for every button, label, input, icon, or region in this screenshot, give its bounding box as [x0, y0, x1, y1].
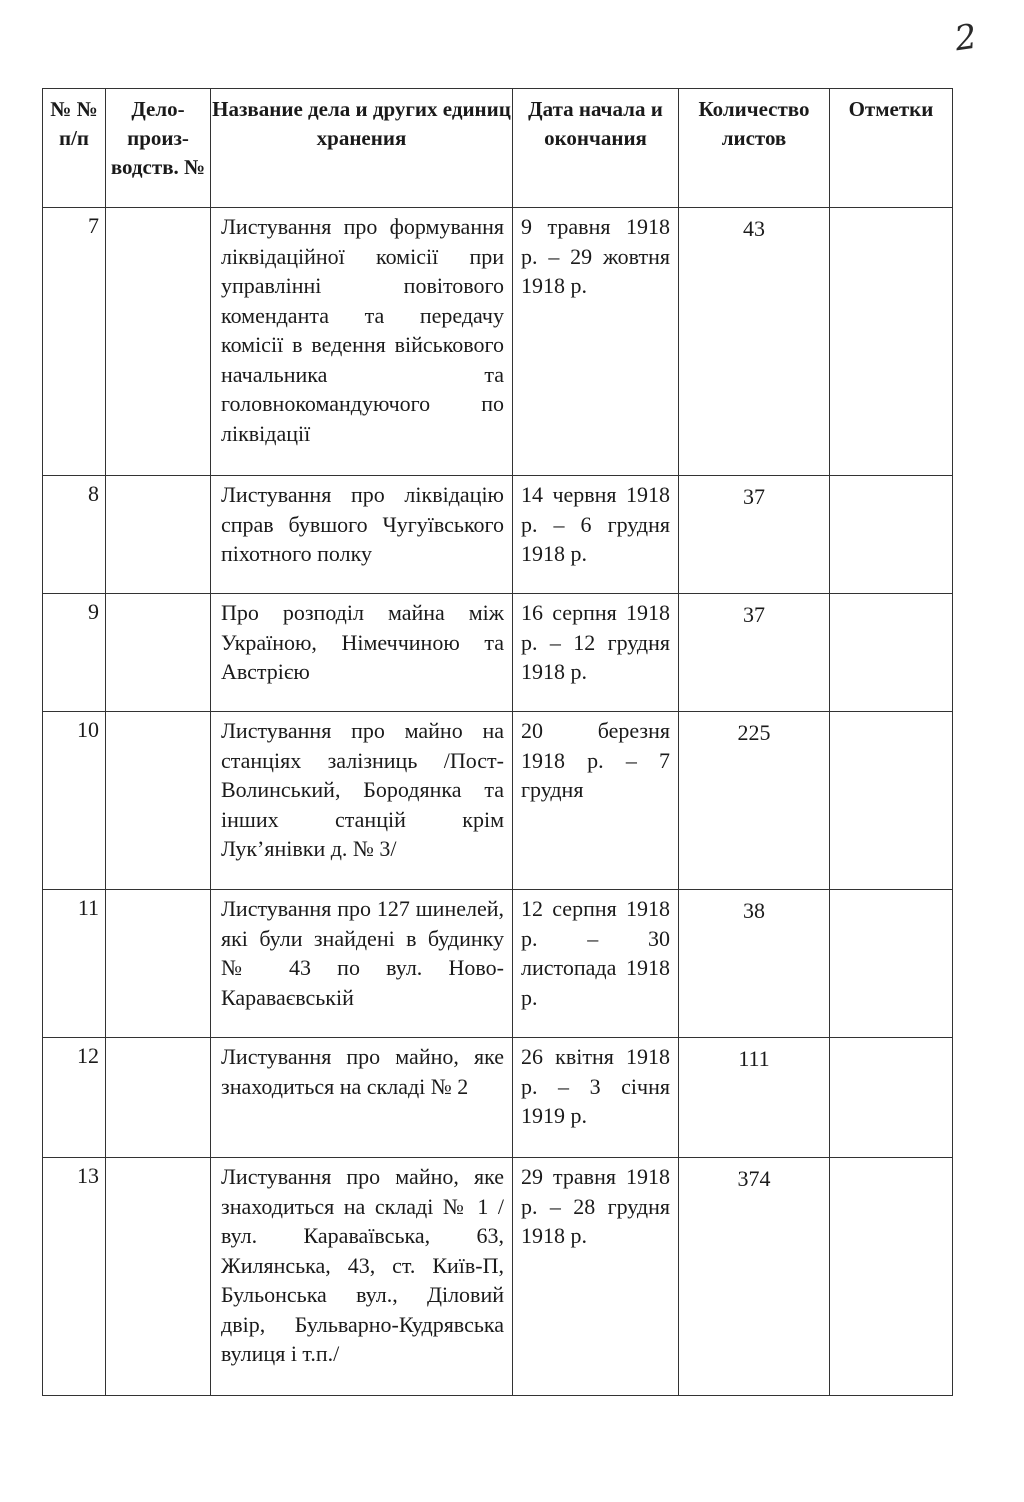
cell-date: 14 червня 1918 р. – 6 грудня 1918 р. [513, 476, 679, 594]
table-row [43, 1158, 953, 1396]
header-sheets: Количество листов [679, 89, 830, 208]
header-proc: Дело-произ-водств. № [106, 89, 211, 208]
cell-sheets: 38 [679, 890, 830, 1038]
cell-proc [106, 594, 211, 712]
table-row [43, 594, 953, 712]
header-date: Дата начала и окончания [513, 89, 679, 208]
cell-num: 9 [43, 594, 106, 712]
table-row [43, 712, 953, 890]
cell-notes [830, 1038, 953, 1158]
cell-sheets: 225 [679, 712, 830, 890]
cell-proc [106, 1158, 211, 1396]
cell-title: Листування про ліквідацію справ бувшого Чугуївського піхотного полку [211, 476, 513, 594]
cell-notes [830, 890, 953, 1038]
inventory-table [42, 88, 953, 1396]
cell-notes [830, 208, 953, 476]
cell-notes [830, 594, 953, 712]
cell-proc [106, 890, 211, 1038]
cell-num: 10 [43, 712, 106, 890]
table-row [43, 208, 953, 476]
cell-date: 12 серпня 1918 р. – 30 листопада 1918 р. [513, 890, 679, 1038]
header-title: Название дела и других единиц хранения [211, 89, 513, 208]
cell-title: Листування про майно на станціях залізниць /Пост-Волинський, Бородянка та інших станцій крім Лук’янівки д. № 3/ [211, 712, 513, 890]
cell-num: 7 [43, 208, 106, 476]
cell-title: Листування про 127 шинелей, які були знайдені в будинку № 43 по вул. Ново-Караваєвській [211, 890, 513, 1038]
cell-title: Про розподіл майна між Україною, Німеччиною та Австрією [211, 594, 513, 712]
page-number: 2 [952, 16, 980, 60]
cell-date: 16 серпня 1918 р. – 12 грудня 1918 р. [513, 594, 679, 712]
cell-date: 26 квітня 1918 р. – 3 січня 1919 р. [513, 1038, 679, 1158]
cell-num: 11 [43, 890, 106, 1038]
cell-proc [106, 208, 211, 476]
cell-title: Листування про формування ліквідаційної комісії при управлінні повітового коменданта та передачу комісії в ведення військового начальника та головнокомандуючого по ліквідації [211, 208, 513, 476]
table-row [43, 476, 953, 594]
cell-title: Листування про майно, яке знаходиться на складі № 2 [211, 1038, 513, 1158]
cell-notes [830, 476, 953, 594]
cell-sheets: 111 [679, 1038, 830, 1158]
cell-proc [106, 1038, 211, 1158]
cell-date: 29 травня 1918 р. – 28 грудня 1918 р. [513, 1158, 679, 1396]
cell-sheets: 37 [679, 476, 830, 594]
cell-notes [830, 712, 953, 890]
cell-num: 12 [43, 1038, 106, 1158]
cell-notes [830, 1158, 953, 1396]
table-row [43, 890, 953, 1038]
header-notes: Отметки [830, 89, 953, 208]
cell-num: 8 [43, 476, 106, 594]
cell-sheets: 43 [679, 208, 830, 476]
cell-date: 20 березня 1918 р. – 7 грудня [513, 712, 679, 890]
header-num: № № п/п [43, 89, 106, 208]
cell-title: Листування про майно, яке знаходиться на складі № 1 /вул. Караваївська, 63, Жилянська, 43, ст. Київ-П, Бульонська вул., Діловий двір, Бульварно-Кудрявська вулиця і т.п./ [211, 1158, 513, 1396]
cell-sheets: 374 [679, 1158, 830, 1396]
cell-sheets: 37 [679, 594, 830, 712]
cell-proc [106, 712, 211, 890]
cell-date: 9 травня 1918 р. – 29 жовтня 1918 р. [513, 208, 679, 476]
cell-num: 13 [43, 1158, 106, 1396]
header-row [43, 89, 953, 208]
cell-proc [106, 476, 211, 594]
table-row [43, 1038, 953, 1158]
